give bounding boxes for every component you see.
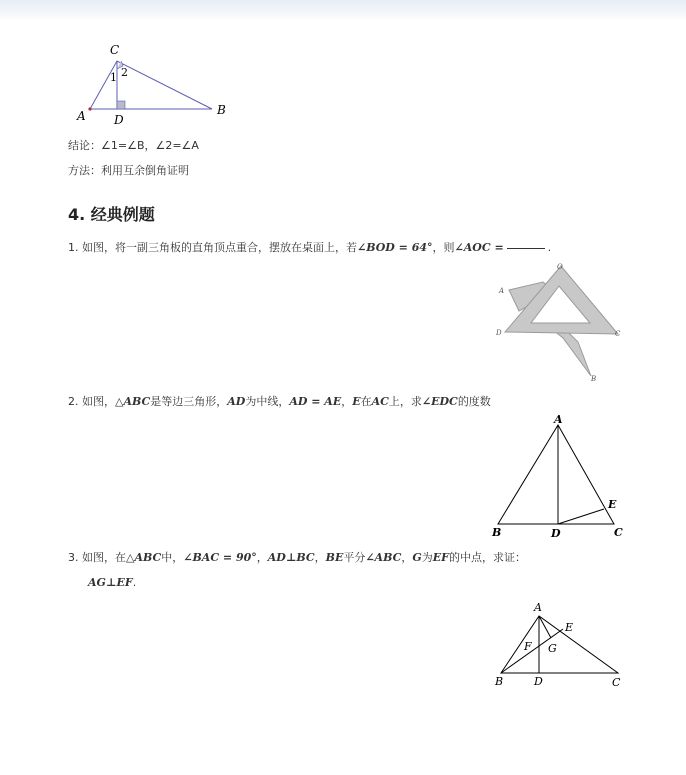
problem-number: 3. bbox=[68, 551, 79, 564]
label-1: 1 bbox=[110, 71, 117, 84]
method-text: 方法：利用互余倒角证明 bbox=[68, 164, 189, 177]
label-A: A bbox=[534, 601, 542, 614]
math-expression: AD bbox=[227, 395, 246, 408]
right-triangle-bisector-figure bbox=[492, 598, 628, 690]
label-B: B bbox=[492, 526, 502, 539]
math-expression: EF bbox=[432, 551, 449, 564]
math-expression: AD⊥BC bbox=[267, 551, 315, 564]
math-expression: ∠EDC bbox=[421, 395, 458, 408]
problem-text: 如图， bbox=[82, 395, 115, 408]
label-O: O bbox=[557, 263, 563, 271]
problem-1-text bbox=[68, 240, 551, 256]
problem-text: ， bbox=[314, 551, 326, 564]
label-2: 2 bbox=[121, 66, 128, 79]
label-B: B bbox=[495, 675, 504, 688]
math-expression: AD = AE bbox=[289, 395, 342, 408]
label-D: D bbox=[114, 113, 124, 127]
math-expression: △ABC bbox=[115, 395, 151, 408]
set-squares-figure bbox=[495, 262, 630, 384]
problem-text: 如图，将一副三角板的直角顶点重合，摆放在桌面上，若 bbox=[82, 241, 357, 254]
problem-text: ， bbox=[341, 395, 353, 408]
problem-3-text-line-1 bbox=[68, 550, 526, 566]
label-C: C bbox=[614, 526, 623, 539]
equilateral-triangle-figure bbox=[488, 408, 630, 542]
label-F: F bbox=[524, 640, 532, 653]
label-C: C bbox=[612, 676, 621, 689]
label-A: A bbox=[77, 109, 86, 123]
problem-text: 在 bbox=[360, 395, 372, 408]
label-B: B bbox=[217, 103, 226, 117]
problem-text: 为 bbox=[421, 551, 433, 564]
math-expression: AC bbox=[371, 395, 389, 408]
label-A: A bbox=[554, 413, 563, 426]
answer-blank bbox=[507, 248, 545, 249]
problem-text: 为中线， bbox=[245, 395, 290, 408]
problem-2-text bbox=[68, 394, 491, 410]
problem-text: ，则 bbox=[432, 241, 455, 254]
top-decoration-bar bbox=[0, 0, 686, 22]
problem-text: . bbox=[132, 576, 137, 589]
problem-text: 是等边三角形， bbox=[150, 395, 228, 408]
label-D: D bbox=[496, 329, 502, 337]
math-expression: △ABC bbox=[126, 551, 162, 564]
math-expression: E bbox=[352, 395, 361, 408]
label-C: C bbox=[615, 330, 621, 338]
label-C: C bbox=[110, 43, 120, 57]
math-expression: ∠AOC = bbox=[454, 241, 504, 254]
problem-text: . bbox=[547, 241, 552, 254]
label-G: G bbox=[548, 642, 557, 655]
conclusion-text: 结论：∠1=∠B，∠2=∠A bbox=[68, 139, 199, 152]
label-A: A bbox=[499, 287, 505, 295]
math-expression: ∠ABC bbox=[365, 551, 402, 564]
section-heading: 4. 经典例题 bbox=[68, 205, 155, 224]
math-expression: AG⊥EF bbox=[88, 576, 133, 589]
math-expression: G bbox=[412, 551, 422, 564]
problem-number: 2. bbox=[68, 395, 79, 408]
problem-text: 上，求 bbox=[388, 395, 422, 408]
math-expression: BE bbox=[325, 551, 344, 564]
math-expression: ∠BAC = 90° bbox=[183, 551, 257, 564]
problem-text: ， bbox=[256, 551, 268, 564]
problem-text: 平分 bbox=[343, 551, 366, 564]
math-expression: ∠BOD = 64° bbox=[357, 241, 433, 254]
problem-3-text-line-2 bbox=[88, 575, 136, 591]
problem-text: 的度数 bbox=[457, 395, 491, 408]
problem-text: 中， bbox=[161, 551, 184, 564]
label-D: D bbox=[534, 675, 543, 688]
label-E: E bbox=[565, 621, 574, 634]
problem-text: 如图，在 bbox=[82, 551, 126, 564]
problem-number: 1. bbox=[68, 241, 79, 254]
label-D: D bbox=[551, 527, 561, 540]
problem-text: 的中点，求证： bbox=[448, 551, 526, 564]
right-triangle-altitude-figure bbox=[72, 40, 242, 130]
problem-text: ， bbox=[401, 551, 413, 564]
label-E: E bbox=[608, 498, 617, 511]
label-B: B bbox=[591, 375, 597, 383]
